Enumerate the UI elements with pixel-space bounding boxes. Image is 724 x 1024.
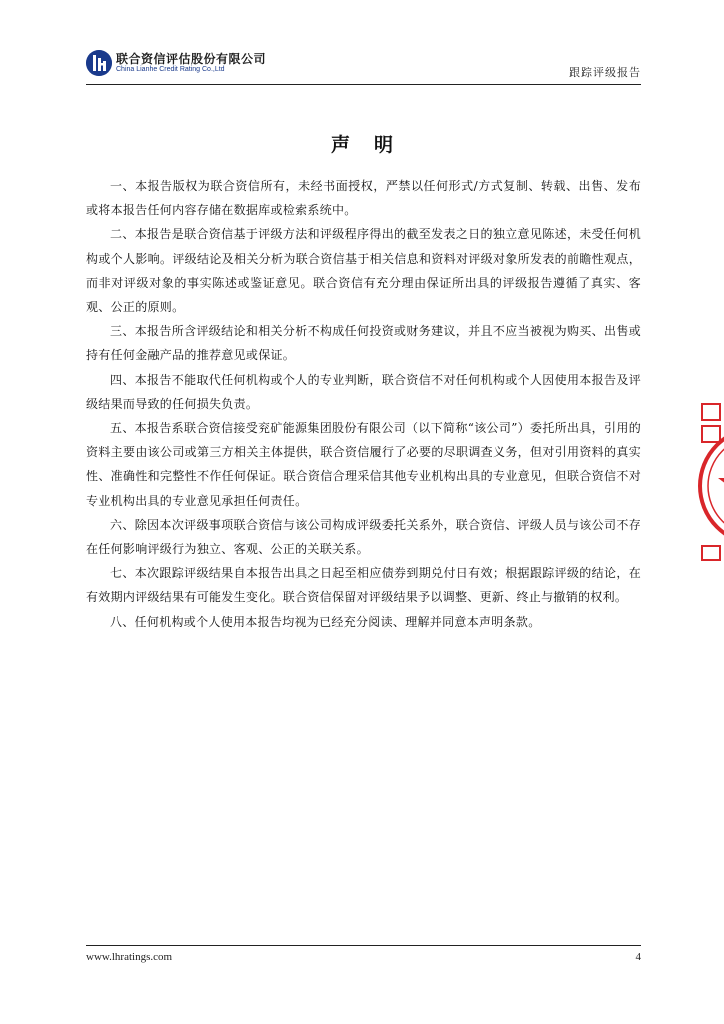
website-link[interactable]: www.lhratings.com [86, 951, 173, 963]
company-name-cn: 联合资信评估股份有限公司 [116, 52, 267, 66]
statement-paragraph-3: 三、本报告所含评级结论和相关分析不构成任何投资或财务建议，并且不应当被视为购买、出售或持有任何金融产品的推荐意见或保证。 [86, 324, 641, 363]
statement-paragraph-4: 四、本报告不能取代任何机构或个人的专业判断，联合资信不对任何机构或个人因使用本报告及评级结果而导致的任何损失负责。 [86, 372, 641, 411]
page-title: 声明 [330, 134, 417, 156]
page-number: 4 [635, 951, 641, 963]
company-seal-icon [698, 396, 724, 576]
statement-paragraph-5: 五、本报告系联合资信接受兖矿能源集团股份有限公司（以下简称“该公司”）委托所出具，引用的资料主要由该公司或第三方相关主体提供，联合资信履行了必要的尽职调查义务，但对引用资料的真实性、准确性和完整性不作任何保证。联合资信合理采信其他专业机构出具的专业意见，但联合资信不对专业机构出具的专业意见承担任何责任。 [86, 421, 641, 508]
statement-paragraph-8: 八、任何机构或个人使用本报告均视为已经充分阅读、理解并同意本声明条款。 [110, 614, 541, 629]
company-name-en: China Lianhe Credit Rating Co.,Ltd [116, 66, 225, 73]
statement-body [86, 174, 641, 634]
statement-paragraph-7: 七、本次跟踪评级结果自本报告出具之日起至相应债券到期兑付日有效；根据跟踪评级的结论，在有效期内评级结果有可能发生变化。联合资信保留对评级结果予以调整、更新、终止与撤销的权利。 [86, 566, 641, 605]
page-header [86, 48, 641, 85]
statement-paragraph-6: 六、除因本次评级事项联合资信与该公司构成评级委托关系外，联合资信、评级人员与该公司不存在任何影响评级行为独立、客观、公正的关联关系。 [86, 517, 641, 557]
company-logo-icon [86, 50, 112, 76]
report-type-label: 跟踪评级报告 [569, 66, 641, 79]
statement-paragraph-1: 一、本报告版权为联合资信所有，未经书面授权，严禁以任何形式/方式复制、转载、出售、发布或将本报告任何内容存储在数据库或检索系统中。 [86, 179, 641, 218]
page-footer [86, 945, 641, 966]
statement-paragraph-2: 二、本报告是联合资信基于评级方法和评级程序得出的截至发表之日的独立意见陈述，未受任何机构或个人影响。评级结论及相关分析为联合资信基于相关信息和资料对评级对象所发表的前瞻性观点，而非对评级对象的事实陈述或鉴证意见。联合资信有充分理由保证所出具的评级报告遵循了真实、客观、公正的原则。 [86, 227, 641, 315]
